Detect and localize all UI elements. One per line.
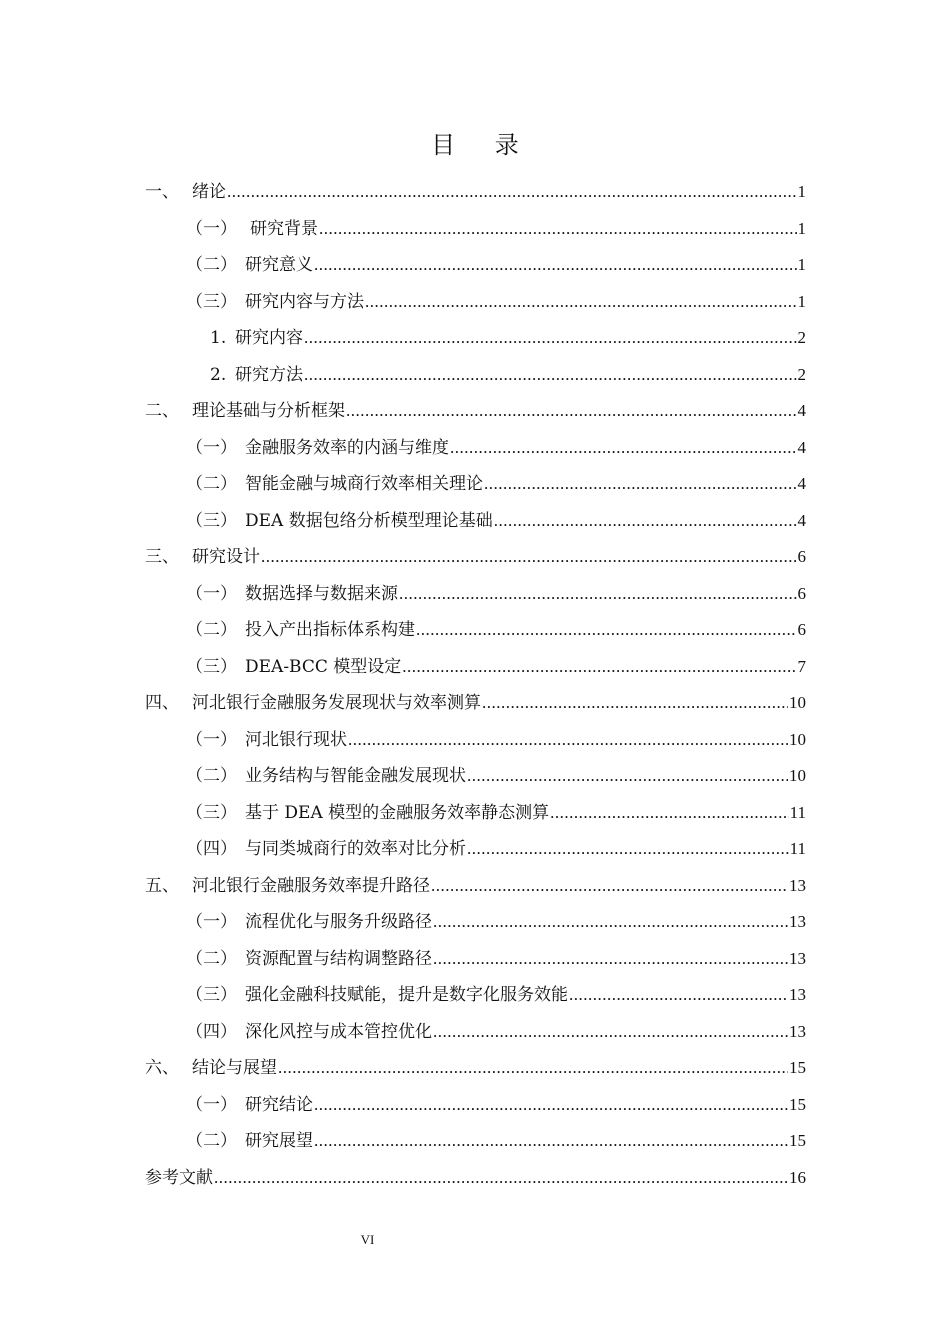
toc-entry-number: （一） bbox=[186, 437, 237, 458]
toc-entry[interactable] bbox=[145, 1123, 806, 1160]
toc-entry-page: 7 bbox=[797, 656, 806, 676]
toc-entry-number: （二） bbox=[186, 255, 237, 275]
toc-entry-number: 2. bbox=[210, 364, 227, 385]
toc-entry-page: 15 bbox=[789, 1094, 806, 1114]
toc-entry-text: 研究内容 bbox=[235, 328, 303, 348]
toc-entry-number: （二） bbox=[186, 474, 237, 494]
dot-leader bbox=[304, 357, 797, 394]
toc-entry-text: 理论基础与分析框架 bbox=[192, 401, 345, 421]
toc-entry-number: （一） bbox=[186, 729, 237, 750]
toc-entry[interactable] bbox=[145, 941, 806, 978]
toc-entry-number: （二） bbox=[186, 1131, 237, 1151]
toc-entry-page: 1 bbox=[797, 218, 806, 238]
toc-entry-text: 参考文献 bbox=[145, 1167, 213, 1188]
toc-entry-text: 研究设计 bbox=[192, 547, 260, 567]
dot-leader bbox=[314, 247, 797, 284]
toc-entry[interactable] bbox=[145, 1050, 806, 1087]
toc-entry-page: 16 bbox=[789, 1167, 806, 1187]
dot-leader bbox=[431, 868, 788, 905]
toc-entry[interactable] bbox=[145, 904, 806, 941]
toc-entry-number: （三） bbox=[186, 291, 237, 312]
toc-entry-page: 4 bbox=[797, 510, 806, 530]
toc-entry-page: 13 bbox=[789, 1021, 806, 1041]
toc-entry-page: 4 bbox=[797, 474, 806, 493]
toc-entry-number: （四） bbox=[186, 1021, 237, 1042]
toc-entry[interactable] bbox=[145, 284, 806, 321]
dot-leader bbox=[550, 795, 789, 832]
toc-entry-page: 13 bbox=[789, 985, 806, 1004]
dot-leader bbox=[467, 758, 788, 795]
toc-entry-text: 深化风控与成本管控优化 bbox=[245, 1021, 432, 1042]
toc-entry[interactable] bbox=[145, 977, 806, 1014]
dot-leader bbox=[261, 539, 797, 576]
toc-entry-text: 流程优化与服务升级路径 bbox=[245, 912, 432, 932]
dot-leader bbox=[227, 174, 797, 211]
toc-entry[interactable] bbox=[145, 576, 806, 613]
toc-entry-number: 四、 bbox=[145, 693, 179, 713]
dot-leader bbox=[402, 649, 796, 686]
toc-entry-number: 五、 bbox=[145, 875, 179, 896]
toc-title: 目 录 bbox=[431, 131, 535, 159]
toc-entry-page: 2 bbox=[797, 364, 806, 384]
dot-leader bbox=[433, 1014, 788, 1051]
toc-entry-page: 11 bbox=[789, 802, 806, 822]
toc-entry-text: 结论与展望 bbox=[192, 1058, 277, 1078]
toc-entry-text: 金融服务效率的内涵与维度 bbox=[245, 437, 449, 458]
toc-entry-page: 10 bbox=[789, 729, 806, 749]
toc-entry-number: 二、 bbox=[145, 401, 179, 421]
dot-leader bbox=[214, 1160, 788, 1197]
toc-entry-page: 1 bbox=[797, 182, 806, 201]
dot-leader bbox=[365, 284, 797, 321]
toc-entry-number: （二） bbox=[186, 948, 237, 969]
toc-entry-text: 强化金融科技赋能，提升是数字化服务效能 bbox=[245, 985, 568, 1005]
toc-entry-number: （一） bbox=[186, 1094, 237, 1115]
toc-entry-text: 研究意义 bbox=[245, 255, 313, 275]
toc-entry-page: 6 bbox=[797, 620, 806, 639]
dot-leader bbox=[484, 466, 797, 503]
table-of-contents bbox=[145, 174, 806, 1196]
dot-leader bbox=[494, 503, 797, 540]
toc-entry-number: （二） bbox=[186, 620, 237, 640]
toc-entry[interactable] bbox=[145, 466, 806, 503]
toc-entry-page: 6 bbox=[797, 583, 806, 603]
toc-entry-number: （三） bbox=[186, 656, 237, 677]
dot-leader bbox=[467, 831, 789, 868]
toc-entry-page: 11 bbox=[789, 839, 806, 858]
toc-entry-text: 河北银行金融服务发展现状与效率测算 bbox=[192, 693, 481, 713]
toc-entry-text: 基于 DEA 模型的金融服务效率静态测算 bbox=[245, 802, 550, 823]
toc-entry-page: 2 bbox=[797, 328, 806, 347]
dot-leader bbox=[482, 685, 788, 722]
toc-entry-number: （一） bbox=[186, 218, 237, 239]
toc-entry-text: 智能金融与城商行效率相关理论 bbox=[245, 474, 483, 494]
toc-entry-number: 1. bbox=[210, 328, 227, 348]
toc-entry-text: 绪论 bbox=[192, 182, 226, 202]
toc-entry-number: （三） bbox=[186, 802, 237, 823]
toc-entry[interactable] bbox=[145, 1014, 806, 1051]
dot-leader bbox=[346, 393, 797, 430]
dot-leader bbox=[348, 722, 788, 759]
toc-entry-text: DEA-BCC 模型设定 bbox=[245, 656, 402, 677]
dot-leader bbox=[433, 904, 788, 941]
toc-entry-text: 河北银行现状 bbox=[245, 729, 347, 750]
toc-entry-number: （三） bbox=[186, 985, 237, 1005]
page-number-footer: VI bbox=[360, 1232, 375, 1247]
toc-entry[interactable] bbox=[145, 649, 806, 686]
toc-entry-page: 6 bbox=[797, 547, 806, 566]
toc-entry[interactable] bbox=[145, 357, 806, 394]
toc-entry[interactable] bbox=[145, 795, 806, 832]
toc-entry-page: 13 bbox=[789, 912, 806, 931]
toc-entry[interactable] bbox=[145, 430, 806, 467]
toc-entry-page: 15 bbox=[789, 1131, 806, 1150]
toc-entry-text: 业务结构与智能金融发展现状 bbox=[245, 766, 466, 786]
toc-entry[interactable] bbox=[145, 831, 806, 868]
toc-entry-text: 研究背景 bbox=[250, 218, 318, 239]
toc-entry-number: （一） bbox=[186, 912, 237, 932]
toc-entry[interactable] bbox=[145, 758, 806, 795]
toc-entry-page: 15 bbox=[789, 1058, 806, 1077]
toc-entry[interactable] bbox=[145, 211, 806, 248]
dot-leader bbox=[314, 1087, 788, 1124]
toc-entry[interactable] bbox=[145, 247, 806, 284]
toc-entry[interactable] bbox=[145, 393, 806, 430]
dot-leader bbox=[433, 941, 788, 978]
toc-entry[interactable] bbox=[145, 868, 806, 905]
toc-entry-number: 六、 bbox=[145, 1058, 179, 1078]
toc-entry-number: （二） bbox=[186, 766, 237, 786]
dot-leader bbox=[569, 977, 788, 1014]
toc-entry-page: 1 bbox=[797, 291, 806, 311]
toc-entry[interactable] bbox=[145, 539, 806, 576]
toc-entry-number: （三） bbox=[186, 510, 237, 531]
toc-entry-page: 4 bbox=[797, 437, 806, 457]
toc-entry-page: 10 bbox=[789, 766, 806, 785]
toc-entry-text: 投入产出指标体系构建 bbox=[245, 620, 415, 640]
dot-leader bbox=[278, 1050, 788, 1087]
toc-entry[interactable] bbox=[145, 1087, 806, 1124]
toc-entry-page: 13 bbox=[789, 948, 806, 968]
toc-entry-text: 研究方法 bbox=[235, 364, 303, 385]
toc-entry-number: （一） bbox=[186, 583, 237, 604]
toc-entry-text: 研究结论 bbox=[245, 1094, 313, 1115]
toc-entry[interactable] bbox=[145, 722, 806, 759]
toc-entry-number: 一、 bbox=[145, 182, 179, 202]
toc-entry-page: 1 bbox=[797, 255, 806, 274]
toc-entry[interactable] bbox=[145, 685, 806, 722]
toc-entry-page: 10 bbox=[789, 693, 806, 712]
toc-entry-text: 研究展望 bbox=[245, 1131, 313, 1151]
toc-entry[interactable] bbox=[145, 320, 806, 357]
dot-leader bbox=[450, 430, 797, 467]
toc-entry-text: DEA 数据包络分析模型理论基础 bbox=[245, 510, 493, 531]
toc-entry-number: 三、 bbox=[145, 547, 179, 567]
dot-leader bbox=[399, 576, 797, 613]
toc-entry-text: 与同类城商行的效率对比分析 bbox=[245, 839, 466, 859]
dot-leader bbox=[314, 1123, 788, 1160]
toc-entry-text: 研究内容与方法 bbox=[245, 291, 364, 312]
toc-entry-text: 河北银行金融服务效率提升路径 bbox=[192, 875, 430, 896]
dot-leader bbox=[304, 320, 797, 357]
dot-leader bbox=[319, 211, 797, 248]
toc-entry-number: （四） bbox=[186, 839, 237, 859]
toc-entry-text: 数据选择与数据来源 bbox=[245, 583, 398, 604]
toc-entry-page: 4 bbox=[797, 401, 806, 420]
toc-entry-page: 13 bbox=[789, 875, 806, 895]
toc-entry[interactable] bbox=[145, 612, 806, 649]
toc-entry[interactable] bbox=[145, 503, 806, 540]
toc-entry-text: 资源配置与结构调整路径 bbox=[245, 948, 432, 969]
dot-leader bbox=[416, 612, 797, 649]
toc-entry[interactable] bbox=[145, 1160, 806, 1197]
toc-entry[interactable] bbox=[145, 174, 806, 211]
